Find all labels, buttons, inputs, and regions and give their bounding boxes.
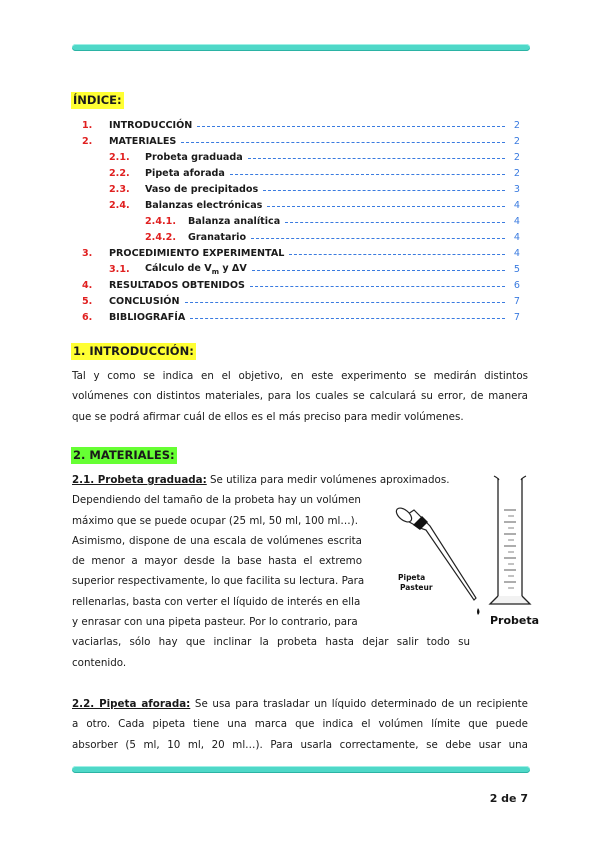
toc-page: 4 [513, 199, 520, 211]
probeta-pipeta-illustration [380, 470, 540, 630]
toc-page: 4 [513, 215, 520, 227]
toc-entry[interactable] [82, 133, 520, 149]
toc-title: Balanza analítica [188, 215, 281, 227]
text-line: Asimismo, dispone de una escala de volúmenes escrita [72, 534, 362, 547]
toc-number: 6. [82, 311, 93, 323]
toc-entry[interactable] [109, 165, 520, 181]
text-line: a otro. Cada pipeta tiene una marca que indica el volúmen límite que puede [72, 718, 528, 731]
toc-leader [285, 222, 505, 223]
text-line: contenido. [72, 656, 127, 669]
toc-title-subscript: m [211, 267, 219, 276]
toc-title: Pipeta aforada [145, 167, 225, 179]
toc-leader [267, 206, 505, 207]
toc-page: 2 [513, 167, 520, 179]
text-line: vaciarlas, sólo hay que inclinar la probeta hasta dejar salir todo su [72, 636, 470, 649]
pasteur-pipette-icon [394, 505, 480, 615]
toc-number: 2.4. [109, 199, 130, 211]
toc-title: RESULTADOS OBTENIDOS [109, 279, 245, 291]
toc-leader [230, 174, 505, 175]
text-line: superior respectivamente, lo que facilita su lectura. Para [72, 575, 365, 588]
toc-entry[interactable] [145, 213, 520, 229]
toc-page: 4 [513, 247, 520, 259]
page-number: 2 de 7 [489, 792, 528, 805]
toc-entry[interactable] [109, 197, 520, 213]
toc-title [145, 263, 247, 276]
toc-title: CONCLUSIÓN [109, 295, 180, 307]
toc-number: 2.1. [109, 151, 130, 163]
toc-entry[interactable] [82, 293, 520, 309]
text-fragment: Se usa para trasladar un líquido determinado de un recipiente [190, 698, 528, 710]
intro-paragraph [72, 366, 528, 427]
toc-title: MATERIALES [109, 135, 177, 147]
cylinder-label: Probeta [490, 614, 540, 627]
toc-title-tail: y ΔV [218, 262, 247, 274]
pipette-label-line-2: Pasteur [400, 583, 433, 592]
toc-entry[interactable] [82, 245, 520, 261]
toc-leader [263, 190, 505, 191]
toc-number: 2.4.1. [145, 215, 176, 227]
toc-leader [251, 238, 505, 239]
text-fragment: Se utiliza para medir volúmenes aproximados. [206, 474, 450, 486]
toc-page: 2 [513, 119, 520, 131]
text-line: rellenarlas, basta con verter el líquido de interés en ella [72, 595, 361, 608]
toc-title: PROCEDIMIENTO EXPERIMENTAL [109, 247, 285, 259]
toc-title: INTRODUCCIÓN [109, 119, 193, 131]
toc-entry[interactable] [109, 181, 520, 197]
toc-page: 7 [513, 295, 520, 307]
toc-number: 4. [82, 279, 93, 291]
toc-title-main: Cálculo de V [145, 262, 212, 274]
toc-number: 1. [82, 119, 93, 131]
toc-number: 2.4.2. [145, 231, 176, 243]
toc-number: 5. [82, 295, 93, 307]
text-line [72, 694, 528, 714]
toc-title: Probeta graduada [145, 151, 243, 163]
toc-title: Granatario [188, 231, 247, 243]
pipette-label-line-1: Pipeta [398, 573, 426, 582]
toc-leader [252, 270, 505, 271]
toc-title: Vaso de precipitados [145, 183, 259, 195]
toc-title: Balanzas electrónicas [145, 199, 263, 211]
toc-page: 2 [513, 151, 520, 163]
toc-page: 3 [513, 183, 520, 195]
section-heading-materiales [71, 444, 177, 464]
text-line: y enrasar con una pipeta pasteur. Por lo contrario, para [72, 616, 358, 629]
text-line: volúmenes con distintos materiales, para los cuales se calculará su error, de manera [72, 390, 528, 403]
toc-page: 2 [513, 135, 520, 147]
text-line: de menor a mayor desde la base hasta el extremo [72, 555, 362, 568]
graduated-cylinder-icon [490, 476, 530, 604]
section-heading-text: 1. INTRODUCCIÓN: [73, 344, 194, 358]
toc-entry[interactable] [145, 229, 520, 245]
text-line: máximo que se puede ocupar (25 ml, 50 ml, 100 ml…). [72, 514, 358, 527]
index-heading [71, 89, 124, 109]
toc-leader [185, 302, 506, 303]
top-decorative-rule [72, 44, 530, 51]
toc-page: 4 [513, 231, 520, 243]
toc-number: 2.3. [109, 183, 130, 195]
toc-title: BIBLIOGRAFÍA [109, 311, 186, 323]
toc-entry[interactable] [82, 117, 520, 133]
toc-leader [181, 142, 505, 143]
subsection-heading-probeta: 2.1. Probeta graduada: [72, 474, 207, 486]
toc-leader [190, 318, 505, 319]
toc-number: 3.1. [109, 263, 130, 275]
text-line: que se podrá afirmar cuál de ellos es el más preciso para medir volúmenes. [72, 410, 464, 423]
toc-page: 7 [513, 311, 520, 323]
index-heading-text: ÍNDICE: [73, 93, 122, 107]
toc-page: 5 [513, 263, 520, 275]
toc-entry[interactable] [82, 277, 520, 293]
toc-entry[interactable] [109, 261, 520, 277]
section-heading-text: 2. MATERIALES: [73, 448, 175, 462]
toc-page: 6 [513, 279, 520, 291]
toc-entry[interactable] [109, 149, 520, 165]
text-line: Tal y como se indica en el objetivo, en este experimento se medirán distintos [72, 370, 528, 382]
toc-number: 2. [82, 135, 93, 147]
toc-leader [250, 286, 505, 287]
toc-number: 2.2. [109, 167, 130, 179]
bottom-decorative-rule [72, 766, 530, 773]
section-heading-introduccion [71, 340, 196, 360]
toc-leader [248, 158, 505, 159]
subsection-heading-pipeta: 2.2. Pipeta aforada: [72, 698, 191, 710]
toc-leader [289, 254, 505, 255]
toc-entry[interactable] [82, 309, 520, 325]
text-line: absorber (5 ml, 10 ml, 20 ml…). Para usarla correctamente, se debe usar una [72, 738, 528, 751]
toc-number: 3. [82, 247, 93, 259]
pipeta-paragraph [72, 694, 528, 755]
toc-leader [197, 126, 505, 127]
text-line: Dependiendo del tamaño de la probeta hay un volúmen [72, 494, 361, 507]
